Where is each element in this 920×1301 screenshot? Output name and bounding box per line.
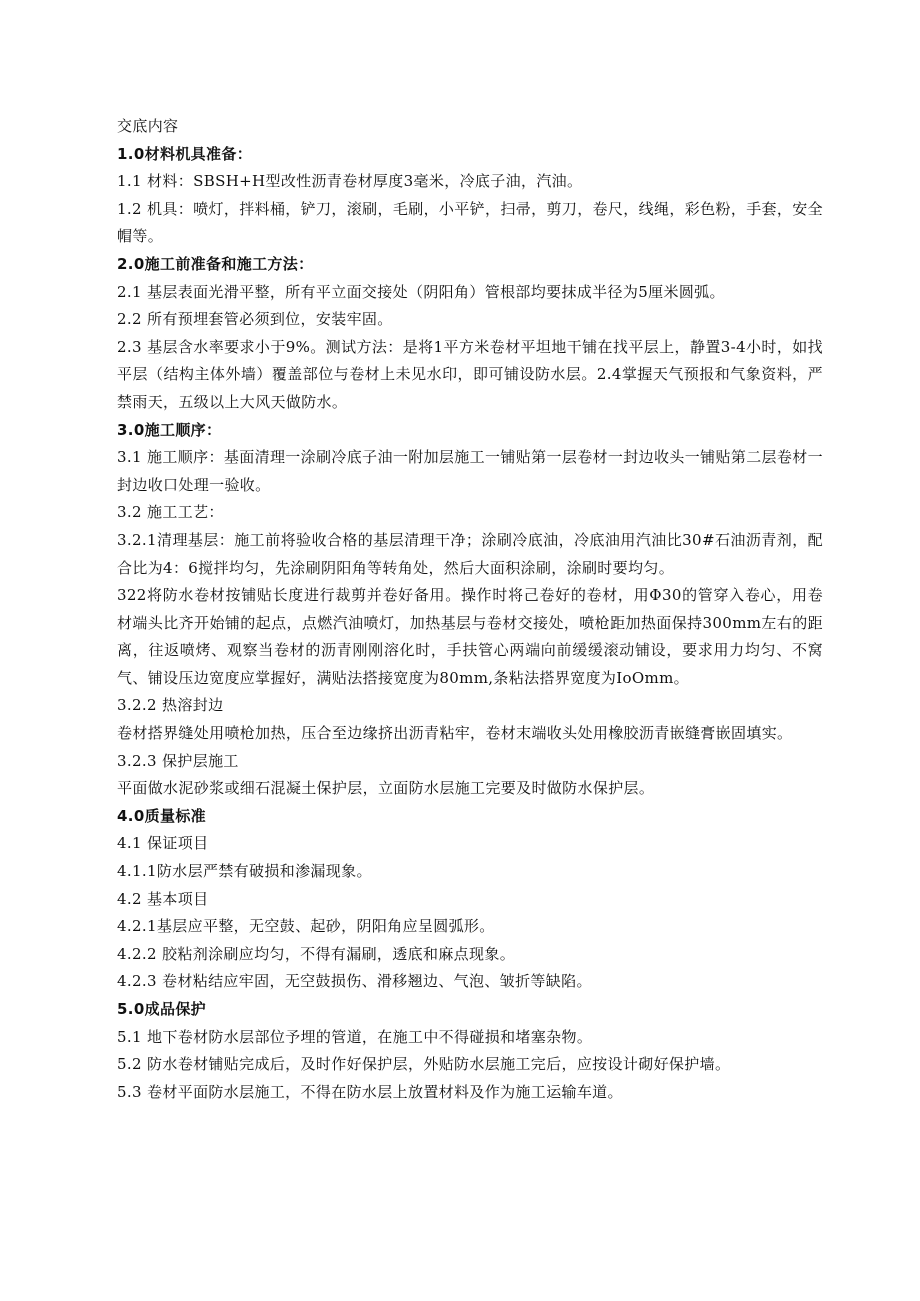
paragraph-4-2-3: 4.2.3 卷材粘结应牢固，无空鼓损伤、滑移翘边、气泡、皱折等缺陷。	[117, 972, 592, 991]
paragraph-1-2: 1.2 机具：喷灯，拌料桶，铲刀，滚刷，毛刷，小平铲，扫帚，剪刀，卷尺，线绳，彩色粉，手套，安全帽等。	[117, 199, 823, 246]
section-heading-5: 5.0成品保护	[117, 1000, 207, 1018]
paragraph-2-1: 2.1 基层表面光滑平整，所有平立面交接处（阴阳角）管根部均要抹成半径为5厘米圆弧。	[117, 282, 725, 301]
section-heading-4: 4.0质量标准	[117, 806, 207, 825]
paragraph-3-2-2-body: 卷材搭界缝处用喷枪加热，压合至边缘挤出沥青粘牢，卷材末端收头处用橡胶沥青嵌缝膏嵌固填实。	[117, 724, 793, 743]
section-heading-1: 1.0材料机具准备：	[117, 144, 253, 163]
paragraph-4-1: 4.1 保证项目	[117, 834, 209, 853]
paragraph-3-2-1: 3.2.1清理基层：施工前将验收合格的基层清理干净；涂刷冷底油，冷底油用汽油比30#石油沥青剂，配合比为4：6搅拌均匀，先涂刷阴阳角等转角处，然后大面积涂刷，涂刷时要均匀。	[117, 530, 823, 577]
paragraph-3-1: 3.1 施工顺序：基面清理一涂刷冷底子油一附加层施工一铺贴第一层卷材一封边收头一铺贴第二层卷材一封边收口处理一验收。	[117, 448, 823, 494]
paragraph-3-2: 3.2 施工工艺：	[117, 503, 224, 522]
paragraph-3-2-2-heading: 3.2.2 热溶封边	[117, 696, 224, 715]
paragraph-3-2-3-body: 平面做水泥砂浆或细石混凝土保护层，立面防水层施工完要及时做防水保护层。	[117, 779, 655, 798]
section-heading-3: 3.0施工顺序：	[117, 420, 222, 439]
section-heading-2: 2.0施工前准备和施工方法：	[117, 254, 314, 273]
paragraph-4-1-1: 4.1.1防水层严禁有破损和渗漏现象。	[117, 862, 372, 881]
paragraph-2-2: 2.2 所有预埋套管必须到位，安装牢固。	[117, 310, 393, 329]
document-title: 交底内容	[117, 117, 179, 135]
paragraph-1-1: 1.1 材料：SBSH+H型改性沥青卷材厚度3毫米，冷底子油，汽油。	[117, 172, 583, 191]
paragraph-4-2: 4.2 基本项目	[117, 889, 209, 908]
paragraph-4-2-2: 4.2.2 胶粘剂涂刷应均匀，不得有漏刷，透底和麻点现象。	[117, 944, 516, 963]
paragraph-3-2-x: 322将防水卷材按铺贴长度进行裁剪并卷好备用。操作时将己卷好的卷材，用Φ30的管穿入卷心，用卷材端头比齐开始铺的起点，点燃汽油喷灯，加热基层与卷材交接处，喷枪距加热面保持300mm左右的距离，往返喷烤、观察当卷材的沥青刚刚溶化时，手扶管心两端向前缓缓滚动铺设，要求用力均匀、不窝气、铺设压边宽度应掌握好，满贴法搭接宽度为80mm,条粘法搭界宽度为IoOmm。	[117, 586, 823, 687]
paragraph-5-1: 5.1 地下卷材防水层部位予埋的管道，在施工中不得碰损和堵塞杂物。	[117, 1027, 593, 1046]
paragraph-2-3: 2.3 基层含水率要求小于9%。测试方法：是将1平方米卷材平坦地干铺在找平层上，静置3-4小时，如找平层（结构主体外墙）覆盖部位与卷材上未见水印，即可铺设防水层。2.4掌握天气预报和气象资料，严禁雨天，五级以上大风天做防水。	[117, 337, 823, 411]
paragraph-4-2-1: 4.2.1基层应平整，无空鼓、起砂，阴阳角应呈圆弧形。	[117, 917, 495, 936]
paragraph-5-3: 5.3 卷材平面防水层施工，不得在防水层上放置材料及作为施工运输车道。	[117, 1082, 623, 1101]
paragraph-5-2: 5.2 防水卷材铺贴完成后，及时作好保护层，外贴防水层施工完后，应按设计砌好保护墙。	[117, 1055, 731, 1074]
paragraph-3-2-3-heading: 3.2.3 保护层施工	[117, 751, 239, 770]
document-body	[117, 113, 823, 1106]
